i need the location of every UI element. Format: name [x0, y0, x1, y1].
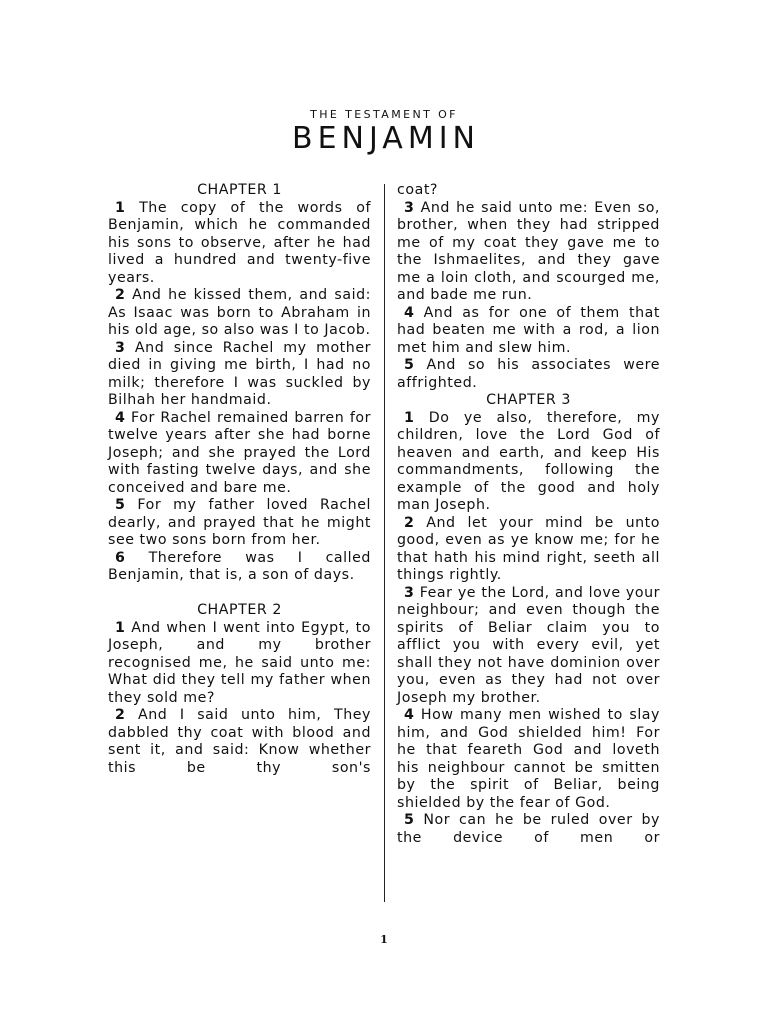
verse: [108, 287, 371, 340]
chapter-spacer: [108, 585, 371, 603]
verse-text: And let your mind be unto good, even as ye know me; for he that hath his mind right, seeth all things rightly.: [397, 514, 660, 583]
verse-number: 5: [404, 357, 415, 373]
column-divider: [384, 184, 385, 902]
verse: [108, 340, 371, 410]
verse-text: And since Rachel my mother died in giving me birth, I had no milk; therefore I was suckled by Bilhah her handmaid.: [108, 339, 371, 408]
verse-number: 1: [115, 619, 126, 636]
verse-text: And so his associates were affrighted.: [397, 357, 660, 391]
verse-text: Nor can he be ruled over by the device of men or: [397, 812, 660, 846]
page-number: 1: [380, 933, 388, 946]
verse-text: How many men wished to slay him, and God shielded him! For he that feareth God and loveth his neighbour cannot be smitten by the spirit of Beliar, being shielded by the fear of God.: [397, 707, 660, 811]
verse-number: 4: [404, 707, 415, 723]
verse: [397, 200, 660, 305]
verse-text: The copy of the words of Benjamin, which he commanded his sons to observe, after he had lived a hundred and twenty-five years.: [108, 199, 371, 286]
verse-number: 3: [115, 339, 126, 356]
verse-number: 3: [404, 199, 415, 216]
verse-text: And I said unto him, They dabbled thy coat with blood and sent it, and said: Know whether this be thy son's: [108, 707, 371, 776]
verse: [108, 550, 371, 585]
verse-number: 2: [115, 707, 126, 723]
verse: [397, 585, 660, 708]
right-column: [397, 182, 660, 847]
verse-text: Therefore was I called Benjamin, that is, a son of days.: [108, 549, 371, 583]
document-title: BENJAMIN: [292, 121, 480, 156]
verse-text: And when I went into Egypt, to Joseph, and my brother recognised me, he said unto me: What did they tell my father when they sold me?: [108, 619, 371, 706]
verse: [108, 410, 371, 498]
verse: [108, 620, 371, 708]
verse-number: 6: [115, 549, 126, 566]
continued-text: coat?: [397, 182, 439, 198]
verse-number: 4: [404, 304, 415, 321]
verse-number: 5: [404, 812, 415, 828]
verse-number: 1: [115, 199, 126, 216]
verse-text: And he said unto me: Even so, brother, when they had stripped me of my coat they gave me to the Ishmaelites, and they gave me a loin cloth, and scourged me, and bade me run.: [397, 199, 660, 303]
left-column: [108, 182, 371, 777]
verse-number: 2: [115, 287, 126, 303]
document-pre-title: THE TESTAMENT OF: [310, 108, 458, 121]
verse: [397, 357, 660, 392]
verse: [397, 812, 660, 847]
verse: [397, 410, 660, 515]
chapter-heading: CHAPTER 3: [486, 392, 571, 408]
verse-text: And he kissed them, and said: As Isaac was born to Abraham in his old age, so also was I to Jacob.: [108, 287, 371, 338]
verse-text: Fear ye the Lord, and love your neighbour; and even though the spirits of Beliar claim you to afflict you with every evil, yet shall they not have dominion over you, even as they had not over Joseph my brother.: [397, 584, 660, 706]
verse-text: For Rachel remained barren for twelve years after she had borne Joseph; and she prayed the Lord with fasting twelve days, and she conceived and bare me.: [108, 409, 371, 496]
verse-number: 4: [115, 409, 126, 426]
verse-text: Do ye also, therefore, my children, love the Lord God of heaven and earth, and keep His commandments, following the example of the good and holy man Joseph.: [397, 409, 660, 513]
chapter-heading: CHAPTER 1: [197, 182, 282, 198]
chapter-heading: CHAPTER 2: [197, 602, 282, 618]
verse: [108, 497, 371, 550]
verse: [397, 707, 660, 812]
verse: [397, 515, 660, 585]
verse-text: And as for one of them that had beaten me with a rod, a lion met him and slew him.: [397, 304, 660, 356]
verse: [108, 707, 371, 777]
verse: [108, 200, 371, 288]
verse-number: 1: [404, 409, 415, 426]
verse-number: 2: [404, 514, 415, 531]
verse-number: 5: [115, 497, 126, 513]
verse-text: For my father loved Rachel dearly, and prayed that he might see two sons born from her.: [108, 497, 371, 548]
verse-number: 3: [404, 584, 415, 601]
verse: [397, 305, 660, 358]
